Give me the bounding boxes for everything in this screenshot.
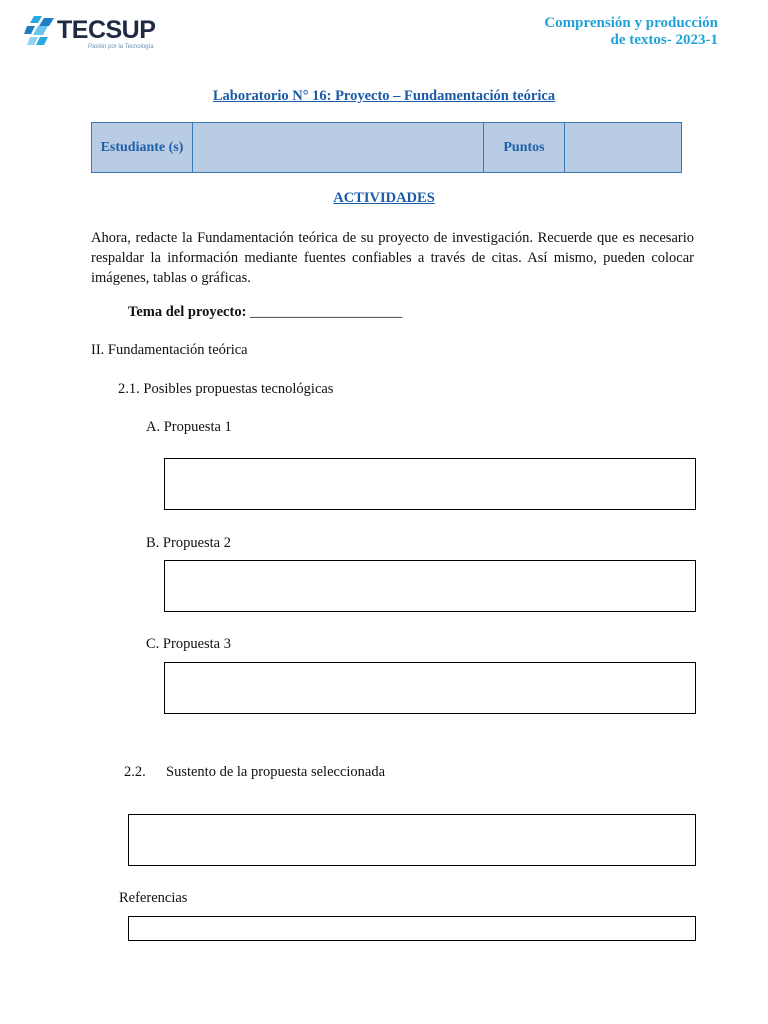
instructions-paragraph: Ahora, redacte la Fundamentación teórica de su proyecto de investigación. Recuerde que es necesario respaldar la información mediante fuentes confiables a través de citas. Así mismo, pueden colocar imágenes, tablas o gráficas. bbox=[91, 230, 694, 286]
points-label: Puntos bbox=[484, 123, 565, 173]
tecsup-logo-mark-icon bbox=[24, 14, 58, 50]
project-topic-blank[interactable]: _____________________ bbox=[250, 304, 403, 320]
brand-name: TECSUP bbox=[57, 16, 156, 44]
course-title-line2: de textos- 2023-1 bbox=[610, 32, 718, 48]
student-label: Estudiante (s) bbox=[92, 123, 193, 173]
tecsup-logo bbox=[24, 14, 154, 54]
proposal-3-box[interactable] bbox=[164, 662, 696, 714]
subsection-2-2-heading: Sustento de la propuesta seleccionada bbox=[166, 764, 386, 780]
project-topic-label: Tema del proyecto: bbox=[128, 304, 247, 320]
subsection-2-1-heading: 2.1. Posibles propuestas tecnológicas bbox=[118, 381, 334, 397]
section-ii-heading: II. Fundamentación teórica bbox=[91, 342, 248, 358]
course-title-line1: Comprensión y producción bbox=[544, 15, 718, 31]
student-table bbox=[91, 122, 682, 173]
points-field[interactable] bbox=[565, 123, 682, 173]
lab-title: Laboratorio N° 16: Proyecto – Fundamentación teórica bbox=[212, 88, 556, 104]
brand-tagline: Pasión por la Tecnología bbox=[88, 44, 154, 50]
student-name-field[interactable] bbox=[193, 123, 484, 173]
subsection-2-2-number: 2.2. bbox=[124, 764, 146, 780]
proposal-2-label: B. Propuesta 2 bbox=[146, 535, 231, 551]
proposal-2-box[interactable] bbox=[164, 560, 696, 612]
proposal-1-box[interactable] bbox=[164, 458, 696, 510]
activities-heading: ACTIVIDADES bbox=[333, 190, 435, 206]
project-topic bbox=[128, 304, 402, 321]
references-box[interactable] bbox=[128, 916, 696, 941]
references-label: Referencias bbox=[119, 890, 188, 906]
proposal-3-label: C. Propuesta 3 bbox=[146, 636, 231, 652]
proposal-1-label: A. Propuesta 1 bbox=[146, 419, 232, 435]
selected-proposal-support-box[interactable] bbox=[128, 814, 696, 866]
course-title bbox=[544, 15, 718, 49]
